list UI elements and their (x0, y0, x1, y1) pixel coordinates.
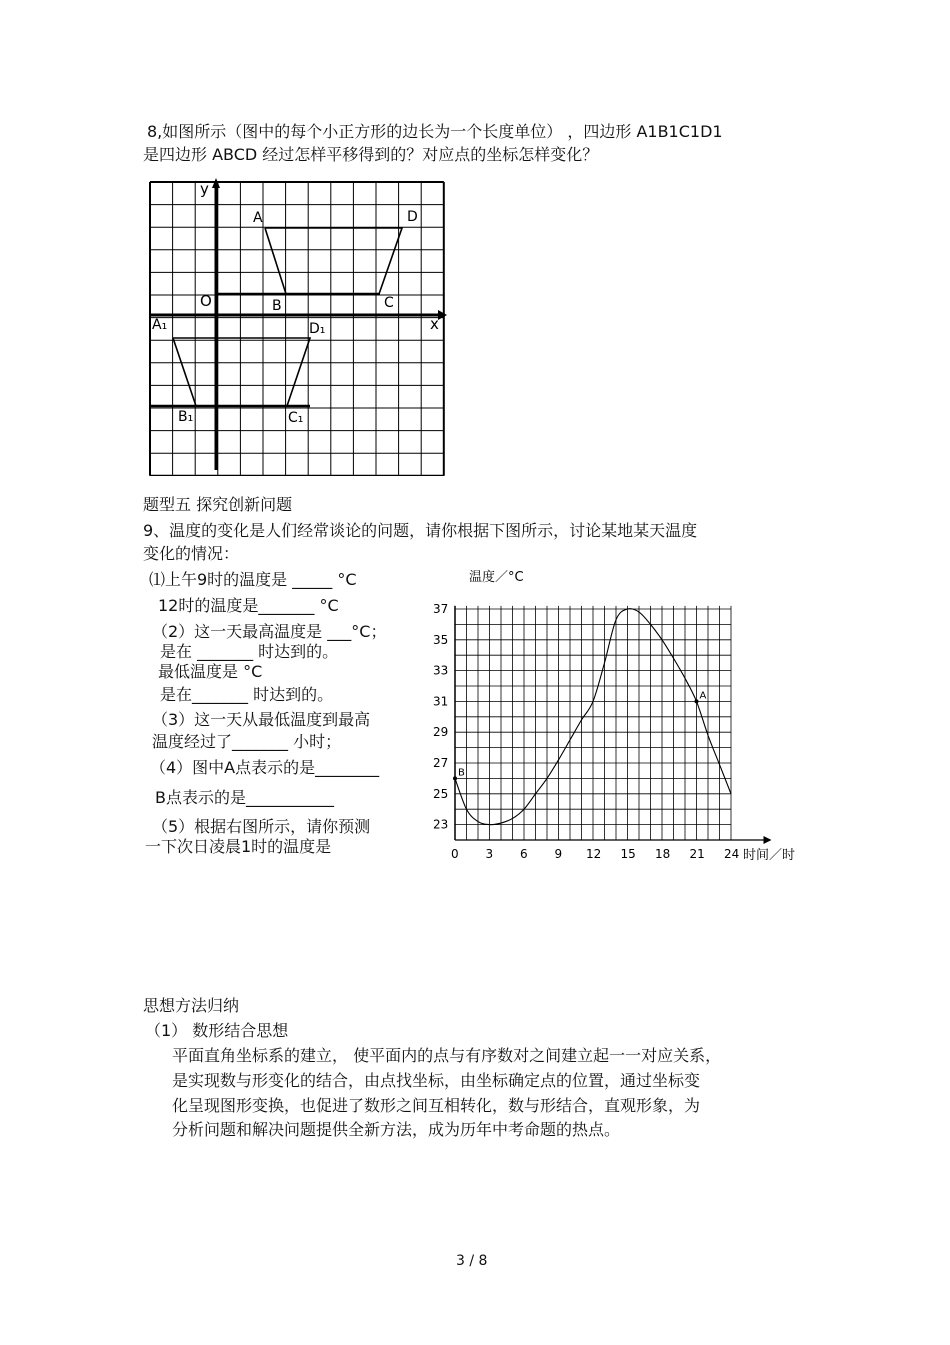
chart-point-label-a: A (699, 690, 707, 702)
chart-grid (455, 606, 772, 844)
x-axis-label: x (430, 315, 439, 333)
chart-ylabel: 温度／°C (469, 570, 524, 585)
summary-title: 思想方法归纳 (143, 996, 240, 1015)
chart-y-tick-label: 23 (433, 817, 449, 832)
q9-line2: 变化的情况： (143, 544, 240, 563)
q9-item-1: ⑴上午9时的温度是 _____ °C (149, 570, 357, 589)
q9-item-9: （4）图中A点表示的是________ (150, 758, 380, 777)
chart-x-tick-label: 18 (655, 847, 671, 861)
translation-grid-figure (140, 176, 460, 476)
origin-label: O (200, 292, 212, 310)
summary-paragraph-line-4: 分析问题和解决问题提供全新方法，成为历年中考命题的热点。 (172, 1120, 621, 1139)
temperature-chart (425, 562, 815, 872)
q9-item-4: 是在 _______ 时达到的。 (160, 642, 339, 661)
chart-x-axis-arrow (764, 836, 772, 844)
q9-item-8: 温度经过了_______ 小时； (152, 732, 342, 751)
q9-item-3: （2）这一天最高温度是 ___°C； (152, 622, 387, 641)
summary-paragraph-line-1: 平面直角坐标系的建立， 使平面内的点与有序数对之间建立起一一对应关系， (172, 1046, 722, 1065)
chart-xlabel: 时间／时 (743, 848, 796, 863)
quad-a1b1c1d1 (173, 338, 310, 406)
point-d1-label: D₁ (309, 321, 326, 337)
chart-x-tick-label: 21 (689, 847, 705, 861)
chart-x-tick-label: 24 (724, 847, 740, 861)
q9-item-7: （3）这一天从最低温度到最高 (152, 710, 371, 729)
grid-lines (150, 182, 444, 476)
summary-item-label: （1） 数形结合思想 (145, 1021, 289, 1040)
q9-line1: 9、温度的变化是人们经常谈论的问题，请你根据下图所示，讨论某地某天温度 (143, 521, 698, 540)
q9-item-2: 12时的温度是_______ °C (158, 596, 339, 615)
q9-item-11: （5）根据右图所示，请你预测 (152, 817, 371, 836)
chart-x-tick-label: 9 (554, 847, 563, 861)
chart-y-tick-label: 27 (433, 756, 449, 770)
chart-x-tick-label: 15 (620, 847, 636, 861)
chart-x-tick-label: 3 (485, 847, 494, 861)
chart-y-tick-label: 35 (433, 632, 449, 647)
summary-paragraph-line-2: 是实现数与形变化的结合，由点找坐标，由坐标确定点的位置，通过坐标变 (172, 1071, 701, 1090)
point-b1-label: B₁ (178, 409, 194, 425)
chart-x-tick-label: 12 (586, 847, 602, 861)
y-axis-label: y (200, 180, 209, 198)
chart-point-label-b: B (458, 767, 465, 779)
chart-y-tick-label: 37 (433, 602, 449, 616)
chart-point-a (695, 699, 699, 703)
point-a1-label: A₁ (152, 317, 168, 333)
chart-y-tick-label: 33 (433, 663, 449, 678)
q8-line1: 8,如图所示（图中的每个小正方形的边长为一个长度单位） ，四边形 A1B1C1D1 (147, 122, 723, 141)
point-a-label: A (253, 210, 263, 226)
q9-item-6: 是在_______ 时达到的。 (160, 685, 334, 704)
q9-item-12: 一下次日凌晨1时的温度是 (145, 837, 332, 856)
page-number: 3 / 8 (456, 1253, 488, 1269)
q8-line2: 是四边形 ABCD 经过怎样平移得到的？对应点的坐标怎样变化？ (143, 145, 599, 164)
chart-x-tick-label: 6 (520, 847, 528, 861)
chart-y-tick-label: 29 (433, 725, 449, 740)
section-title: 题型五 探究创新问题 (143, 495, 293, 514)
x-axis-arrow (438, 310, 447, 320)
point-d-label: D (407, 209, 418, 225)
point-c1-label: C₁ (288, 410, 304, 426)
chart-y-tick-label: 25 (433, 786, 449, 801)
point-b-label: B (272, 298, 282, 314)
q9-item-10: B点表示的是___________ (155, 788, 334, 807)
chart-y-tick-label: 31 (433, 694, 449, 709)
point-c-label: C (384, 295, 394, 311)
chart-point-b (453, 776, 457, 780)
q9-item-5: 最低温度是 °C (158, 662, 263, 681)
chart-x-tick-label: 0 (451, 847, 459, 861)
summary-paragraph-line-3: 化呈现图形变换，也促进了数形之间互相转化，数与形结合，直观形象，为 (172, 1096, 701, 1115)
